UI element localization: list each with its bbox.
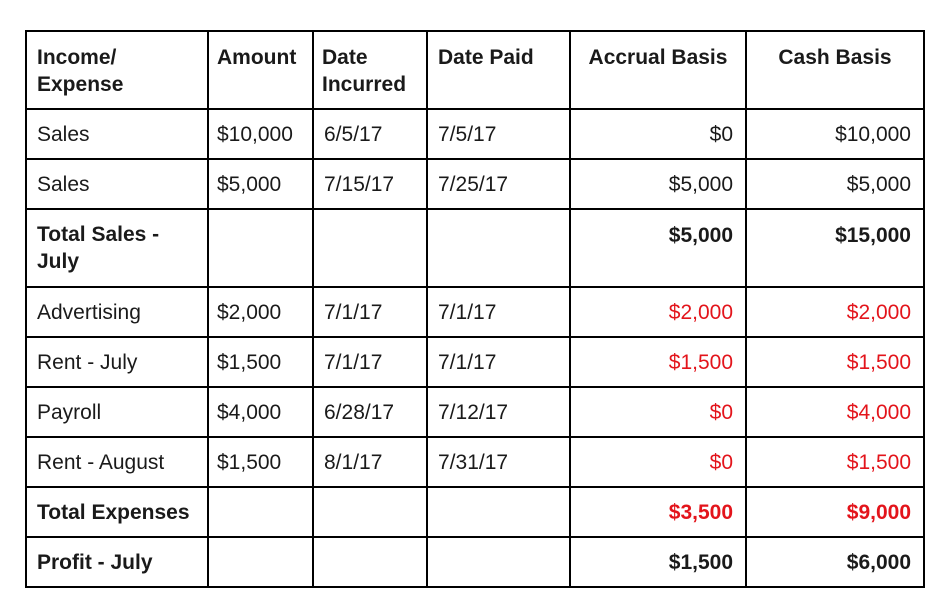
header-amount: Amount: [208, 31, 313, 109]
cell-amount: $2,000: [208, 287, 313, 337]
table-row-total-expenses: [26, 487, 924, 537]
header-income-expense: Income/ Expense: [26, 31, 208, 109]
cell-category: Profit - July: [26, 537, 208, 587]
table-row: [26, 337, 924, 387]
cell-cash: $4,000: [746, 387, 924, 437]
cell-date-paid: [427, 209, 570, 287]
cell-cash: $15,000: [746, 209, 924, 287]
cell-amount: [208, 487, 313, 537]
header-date-incurred: Date Incurred: [313, 31, 427, 109]
cell-date-paid: 7/5/17: [427, 109, 570, 159]
cell-cash: $1,500: [746, 437, 924, 487]
table-row: [26, 159, 924, 209]
cell-accrual: $5,000: [570, 209, 746, 287]
cell-category: Advertising: [26, 287, 208, 337]
cell-date-incurred: 7/1/17: [313, 337, 427, 387]
cell-cash: $10,000: [746, 109, 924, 159]
cell-date-incurred: [313, 209, 427, 287]
cell-accrual: $1,500: [570, 337, 746, 387]
cell-cash: $1,500: [746, 337, 924, 387]
table-row-total-sales: [26, 209, 924, 287]
cell-date-paid: [427, 487, 570, 537]
cell-cash: $5,000: [746, 159, 924, 209]
cell-amount: $1,500: [208, 437, 313, 487]
cell-date-paid: 7/1/17: [427, 337, 570, 387]
cell-accrual: $5,000: [570, 159, 746, 209]
cell-date-paid: [427, 537, 570, 587]
cell-category: Rent - August: [26, 437, 208, 487]
cell-accrual: $3,500: [570, 487, 746, 537]
cell-category: Rent - July: [26, 337, 208, 387]
cell-category: Sales: [26, 109, 208, 159]
cell-date-paid: 7/25/17: [427, 159, 570, 209]
cell-date-incurred: [313, 487, 427, 537]
table-header-row: [26, 31, 924, 109]
header-accrual-basis: Accrual Basis: [570, 31, 746, 109]
cell-amount: [208, 209, 313, 287]
cell-date-incurred: [313, 537, 427, 587]
cell-accrual: $0: [570, 109, 746, 159]
cell-category: Sales: [26, 159, 208, 209]
cell-accrual: $0: [570, 437, 746, 487]
cell-cash: $6,000: [746, 537, 924, 587]
table-row: [26, 437, 924, 487]
cell-date-incurred: 6/28/17: [313, 387, 427, 437]
income-expense-table: [25, 30, 925, 588]
cell-date-paid: 7/12/17: [427, 387, 570, 437]
cell-date-paid: 7/1/17: [427, 287, 570, 337]
cell-amount: $10,000: [208, 109, 313, 159]
cell-date-incurred: 8/1/17: [313, 437, 427, 487]
cell-date-incurred: 6/5/17: [313, 109, 427, 159]
table-row: [26, 387, 924, 437]
cell-amount: $4,000: [208, 387, 313, 437]
cell-category: Total Expenses: [26, 487, 208, 537]
cell-date-incurred: 7/1/17: [313, 287, 427, 337]
table-row: [26, 287, 924, 337]
cell-amount: [208, 537, 313, 587]
table-row: [26, 109, 924, 159]
cell-accrual: $1,500: [570, 537, 746, 587]
cell-category: Total Sales - July: [26, 209, 208, 287]
cell-amount: $5,000: [208, 159, 313, 209]
cell-category: Payroll: [26, 387, 208, 437]
cell-date-incurred: 7/15/17: [313, 159, 427, 209]
table-row-profit: [26, 537, 924, 587]
header-cash-basis: Cash Basis: [746, 31, 924, 109]
header-date-paid: Date Paid: [427, 31, 570, 109]
cell-amount: $1,500: [208, 337, 313, 387]
cell-cash: $2,000: [746, 287, 924, 337]
cell-date-paid: 7/31/17: [427, 437, 570, 487]
cell-accrual: $0: [570, 387, 746, 437]
cell-accrual: $2,000: [570, 287, 746, 337]
cell-cash: $9,000: [746, 487, 924, 537]
